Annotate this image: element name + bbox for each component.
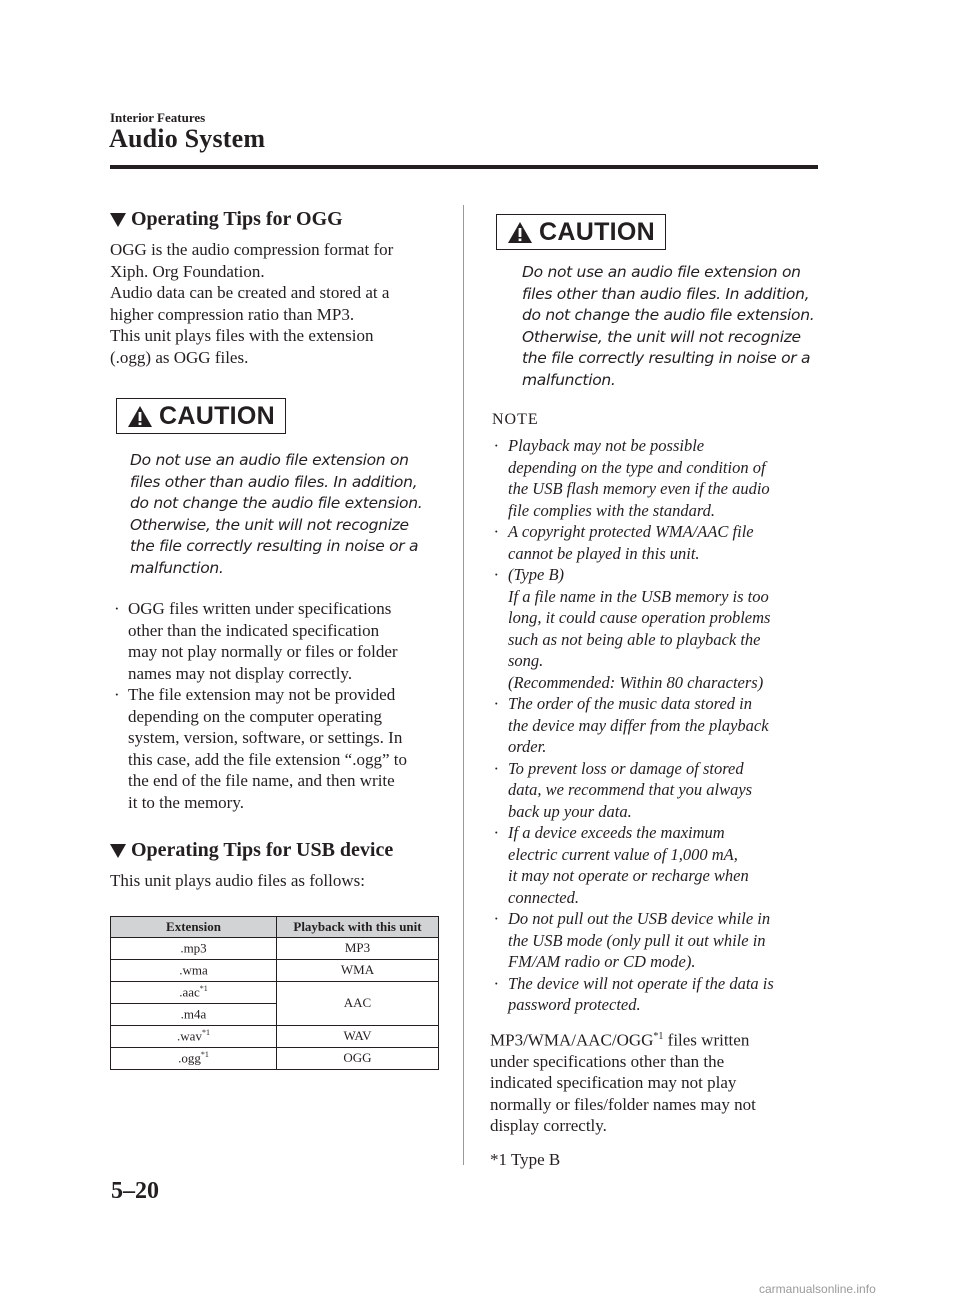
bullet-dot-icon: · — [494, 694, 499, 713]
table-row — [111, 1047, 439, 1069]
list-item — [110, 598, 440, 684]
caution-line: the file correctly resulting in noise or a — [130, 537, 419, 555]
table-cell: .mp3 — [111, 937, 277, 959]
list-item-line: data, we recommend that you always — [508, 780, 753, 799]
list-item-line: long, it could cause operation problems — [508, 608, 771, 627]
caution-line: Do not use an audio file extension on — [130, 451, 409, 469]
list-item — [490, 435, 820, 521]
table-cell: MP3 — [277, 937, 439, 959]
caution-text — [130, 450, 440, 579]
list-item-line: it to the memory. — [128, 792, 244, 812]
bullet-dot-icon: · — [494, 823, 499, 842]
table-row — [111, 959, 439, 981]
final-paragraph: MP3/WMA/AAC/OGG$^{*1}$ files written under specifications other than the indicated specification may not play normally or files/folder names may not display correctly. — [490, 1026, 820, 1137]
ogg-section-heading — [110, 208, 440, 231]
usb-section-heading — [110, 839, 440, 862]
list-item-line: (Recommended: Within 80 characters) — [508, 672, 764, 692]
text-line: (.ogg) as OGG files. — [110, 347, 249, 367]
caution-block-left — [116, 398, 440, 434]
extension-table — [110, 916, 439, 1070]
bullet-dot-icon: · — [494, 758, 499, 778]
triangle-marker-icon — [110, 844, 126, 858]
note-list — [490, 435, 820, 1016]
list-item-line: may not play normally or files or folder — [128, 642, 398, 661]
page-number: 5–20 — [111, 1178, 159, 1204]
table-header-cell: Extension — [111, 916, 277, 937]
left-column — [110, 208, 440, 1070]
list-item-line: the USB mode (only pull it out while in — [508, 930, 766, 950]
table-cell: AAC — [277, 981, 439, 1025]
caution-line: malfunction. — [130, 558, 224, 577]
footnote: *1 Type B — [490, 1149, 561, 1169]
bullet-dot-icon: · — [494, 436, 499, 455]
list-item-line: connected. — [508, 887, 580, 907]
table-cell: WAV — [277, 1025, 439, 1047]
list-item — [490, 693, 820, 758]
list-item-line: cannot be played in this unit. — [508, 543, 700, 563]
bullet-dot-icon: · — [494, 565, 499, 584]
caution-line: do not change the audio file extension. — [522, 306, 815, 324]
caution-line: files other than audio files. In addition, — [130, 472, 418, 491]
list-item-line: song. — [508, 651, 544, 670]
list-item-line: Do not pull out the USB device while in — [508, 909, 771, 928]
list-item-line: To prevent loss or damage of stored — [508, 758, 744, 778]
list-item-line: depending on the computer operating — [128, 706, 382, 726]
usb-section-title: Operating Tips for USB device — [131, 839, 394, 861]
watermark: carmanualsonline.info — [759, 1282, 876, 1296]
list-item-line: FM/AM radio or CD mode). — [508, 952, 696, 971]
table-row — [111, 1025, 439, 1047]
header-rule — [110, 165, 818, 169]
list-item-line: The device will not operate if the data is — [508, 973, 774, 993]
list-item — [490, 564, 820, 693]
caution-heading — [116, 398, 286, 434]
list-item-line: OGG files written under specifications — [128, 599, 392, 618]
caution-label: CAUTION — [159, 401, 275, 430]
caution-label: CAUTION — [539, 217, 655, 246]
caution-block-right — [496, 214, 820, 250]
table-cell: WMA — [277, 959, 439, 981]
list-item-line: such as not being able to playback the — [508, 629, 761, 649]
usb-intro-text: This unit plays audio files as follows: — [110, 871, 365, 890]
list-item — [490, 822, 820, 908]
caution-line: files other than audio files. In addition, — [522, 284, 810, 303]
list-item-line: A copyright protected WMA/AAC file — [508, 522, 754, 541]
table-header-cell: Playback with this unit — [277, 916, 439, 937]
list-item-line: it may not operate or recharge when — [508, 866, 749, 885]
table-cell: OGG — [277, 1047, 439, 1069]
list-item-line: Playback may not be possible — [508, 436, 705, 455]
table-header-row — [111, 916, 439, 937]
table-cell: .wma — [111, 959, 277, 981]
text-line: Xiph. Org Foundation. — [110, 261, 265, 281]
list-item-line: the end of the file name, and then write — [128, 771, 395, 790]
list-item-line: other than the indicated specification — [128, 620, 380, 640]
text-line: display correctly. — [490, 1116, 607, 1136]
text-line: normally or files/folder names may not — [490, 1094, 756, 1114]
warning-triangle-icon — [127, 405, 153, 428]
list-item-line: file complies with the standard. — [508, 500, 715, 520]
list-item — [490, 521, 820, 564]
text-line: indicated specification may not play — [490, 1073, 737, 1093]
list-item — [490, 973, 820, 1016]
bullet-dot-icon: · — [114, 599, 120, 618]
ogg-intro-text — [110, 239, 440, 368]
bullet-dot-icon: · — [494, 522, 499, 541]
bullet-dot-icon: · — [114, 685, 120, 704]
caution-line: Otherwise, the unit will not recognize — [130, 515, 409, 534]
table-row — [111, 937, 439, 959]
caution-text — [522, 262, 820, 391]
right-column — [490, 214, 820, 1170]
caution-line: the file correctly resulting in noise or a — [522, 349, 811, 367]
table-cell: .ogg$^{*1}$ — [111, 1047, 277, 1069]
list-item — [490, 908, 820, 973]
list-item-line: password protected. — [508, 995, 641, 1014]
page-title: Audio System — [109, 124, 266, 153]
text-line: OGG is the audio compression format for — [110, 240, 394, 259]
table-cell: .m4a — [111, 1003, 277, 1025]
list-item-line: The file extension may not be provided — [128, 685, 396, 704]
text-line: Audio data can be created and stored at a — [110, 283, 390, 302]
note-label: NOTE — [492, 411, 539, 428]
list-item-line: If a file name in the USB memory is too — [508, 586, 769, 606]
ogg-section-title: Operating Tips for OGG — [131, 208, 343, 230]
caution-line: malfunction. — [522, 370, 616, 389]
list-item-line: depending on the type and condition of — [508, 457, 766, 477]
list-item-line: If a device exceeds the maximum — [508, 823, 725, 842]
list-item-line: names may not display correctly. — [128, 663, 353, 683]
text-line: under specifications other than the — [490, 1051, 725, 1071]
list-item-line: order. — [508, 737, 547, 756]
triangle-marker-icon — [110, 213, 126, 227]
list-item-line: this case, add the file extension “.ogg” to — [128, 749, 407, 769]
table-row — [111, 981, 439, 1003]
warning-triangle-icon — [507, 221, 533, 244]
list-item-line: the device may differ from the playback — [508, 715, 769, 735]
bullet-dot-icon: · — [494, 909, 499, 928]
list-item — [490, 758, 820, 823]
list-item-line: the USB flash memory even if the audio — [508, 479, 770, 498]
list-item-line: system, version, software, or settings. In — [128, 728, 403, 747]
section-label: Interior Features — [110, 110, 206, 125]
table-cell: .aac$^{*1}$ — [111, 981, 277, 1003]
list-item — [110, 684, 440, 813]
bullet-dot-icon: · — [494, 973, 499, 993]
caution-line: do not change the audio file extension. — [130, 494, 423, 512]
list-item-line: back up your data. — [508, 801, 632, 821]
caution-heading — [496, 214, 666, 250]
text-line: This unit plays files with the extension — [110, 326, 374, 345]
list-item-line: (Type B) — [508, 565, 565, 584]
list-item-line: The order of the music data stored in — [508, 694, 752, 713]
list-item-line: electric current value of 1,000 mA, — [508, 844, 738, 864]
ogg-bullet-list — [110, 598, 440, 813]
text-line: higher compression ratio than MP3. — [110, 304, 355, 324]
column-divider — [463, 205, 464, 1165]
table-cell: .wav$^{*1}$ — [111, 1025, 277, 1047]
caution-line: Otherwise, the unit will not recognize — [522, 327, 801, 346]
caution-line: Do not use an audio file extension on — [522, 263, 801, 281]
